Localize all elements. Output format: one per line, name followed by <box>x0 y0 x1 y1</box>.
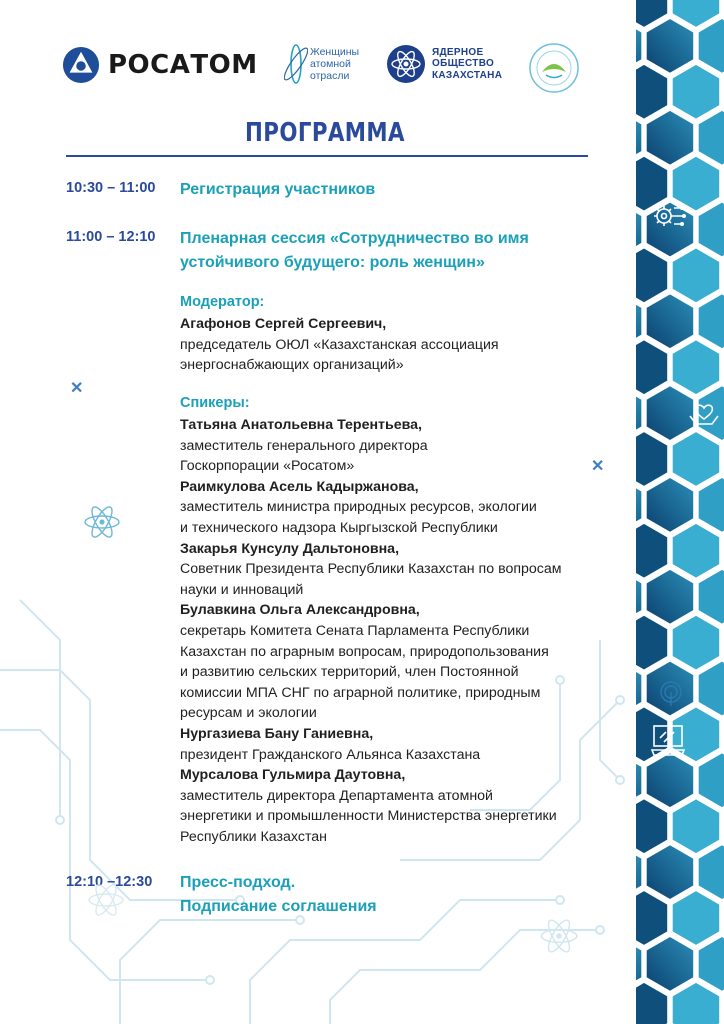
women-logo-line-3: отрасли <box>310 70 350 82</box>
session-title-1-line-1: Регистрация участников <box>180 181 376 198</box>
session-title-3 <box>180 871 377 919</box>
time-slot-1: 10:30 – 11:00 <box>66 180 156 196</box>
gear-network-icon <box>648 196 688 236</box>
speaker-4-role-line-3: и развитию сельских территорий, член Постоянной <box>180 664 519 681</box>
atom-icon <box>538 915 580 957</box>
speaker-4-role-line-4: комиссии МПА СНГ по аграрной политике, природным <box>180 684 541 701</box>
session-title-2-line-2: устойчивого будущего: роль женщин» <box>180 254 485 271</box>
speaker-6-role-line-1: заместитель директора Департамента атомной <box>180 787 493 804</box>
speaker-5-name: Нургазиева Бану Ганиевна, <box>180 725 374 742</box>
session-title-3-line-1: Пресс-подход. <box>180 874 296 891</box>
speaker-5-role-line-1: президент Гражданского Альянса Казахстана <box>180 746 481 763</box>
computer-icon <box>648 720 688 760</box>
women-logo-line-2: атомной <box>310 58 351 70</box>
speaker-3-name: Закарья Кунсулу Дальтоновна, <box>180 540 400 557</box>
speaker-4-name: Булавкина Ольга Александровна, <box>180 602 420 619</box>
moderator-role-line-2: энергоснабжающих организаций» <box>180 357 404 374</box>
time-slot-3: 12:10 –12:30 <box>66 874 153 890</box>
nuclear-logo-line-3: КАЗАХСТАНА <box>432 69 503 81</box>
title-underline <box>66 155 588 157</box>
speaker-2-role-line-2: и технического надзора Кыргызской Республики <box>180 519 498 536</box>
speaker-4-role-line-2: Казахстан по аграрным вопросам, природопользования <box>180 643 549 660</box>
speaker-3-role-line-1: Советник Президента Республики Казахстан по вопросам <box>180 561 562 578</box>
session-title-2 <box>180 227 529 275</box>
rosatom-logo-text: РОСАТОМ <box>108 50 258 80</box>
speaker-1-role-line-2: Госкорпорации «Росатом» <box>180 458 355 475</box>
session-title-1 <box>180 178 375 202</box>
atom-icon <box>86 880 126 920</box>
speaker-4-role-line-1: секретарь Комитета Сената Парламента Республики <box>180 622 530 639</box>
speaker-2-name: Раимкулова Асель Кадыржанова, <box>180 478 419 495</box>
moderator-name: Агафонов Сергей Сергеевич, <box>180 316 387 332</box>
speakers-list <box>180 415 562 847</box>
hexagon-decor-panel <box>636 0 724 1024</box>
speaker-1-name: Татьяна Анатольевна Терентьева, <box>180 417 422 433</box>
moderator-label: Модератор: <box>180 294 265 310</box>
session-title-3-line-2: Подписание соглашения <box>180 898 377 915</box>
speakers-label: Спикеры: <box>180 395 250 411</box>
speaker-1-role-line-1: заместитель генерального директора <box>180 437 428 454</box>
speaker-6-role-line-3: Республики Казахстан <box>180 828 328 845</box>
nuclear-society-icon <box>386 44 426 84</box>
green-circle-logo-icon <box>528 42 580 94</box>
moderator-block <box>180 314 499 376</box>
speaker-2-role-line-1: заместитель министра природных ресурсов, экологии <box>180 499 537 516</box>
rosatom-logo <box>62 46 258 84</box>
nuclear-society-logo <box>386 44 502 84</box>
time-slot-2: 11:00 – 12:10 <box>66 229 156 245</box>
x-decor-1: ✕ <box>70 380 84 397</box>
nuclear-logo-line-2: ОБЩЕСТВО <box>432 58 495 70</box>
x-decor-2: ✕ <box>591 458 605 475</box>
speaker-6-role-line-2: энергетики и промышленности Министерства энергетики <box>180 808 557 825</box>
atom-icon <box>82 502 122 542</box>
touch-icon <box>656 680 686 710</box>
speaker-3-role-line-2: науки и инноваций <box>180 581 304 598</box>
session-title-2-line-1: Пленарная сессия «Сотрудничество во имя <box>180 230 529 247</box>
nuclear-logo-line-1: ЯДЕРНОЕ <box>432 46 484 58</box>
women-atom-icon <box>284 42 308 86</box>
rosatom-logo-icon <box>62 46 100 84</box>
women-nuclear-logo <box>284 42 359 86</box>
speaker-4-role-line-5: ресурсам и экологии <box>180 705 317 722</box>
women-logo-line-1: Женщины <box>310 46 360 58</box>
hands-heart-icon <box>684 394 724 434</box>
speaker-6-name: Мурсалова Гульмира Даутовна, <box>180 767 406 784</box>
moderator-role-line-1: председатель ОЮЛ «Казахстанская ассоциация <box>180 336 499 353</box>
page-title: ПРОГРАММА <box>245 118 405 148</box>
